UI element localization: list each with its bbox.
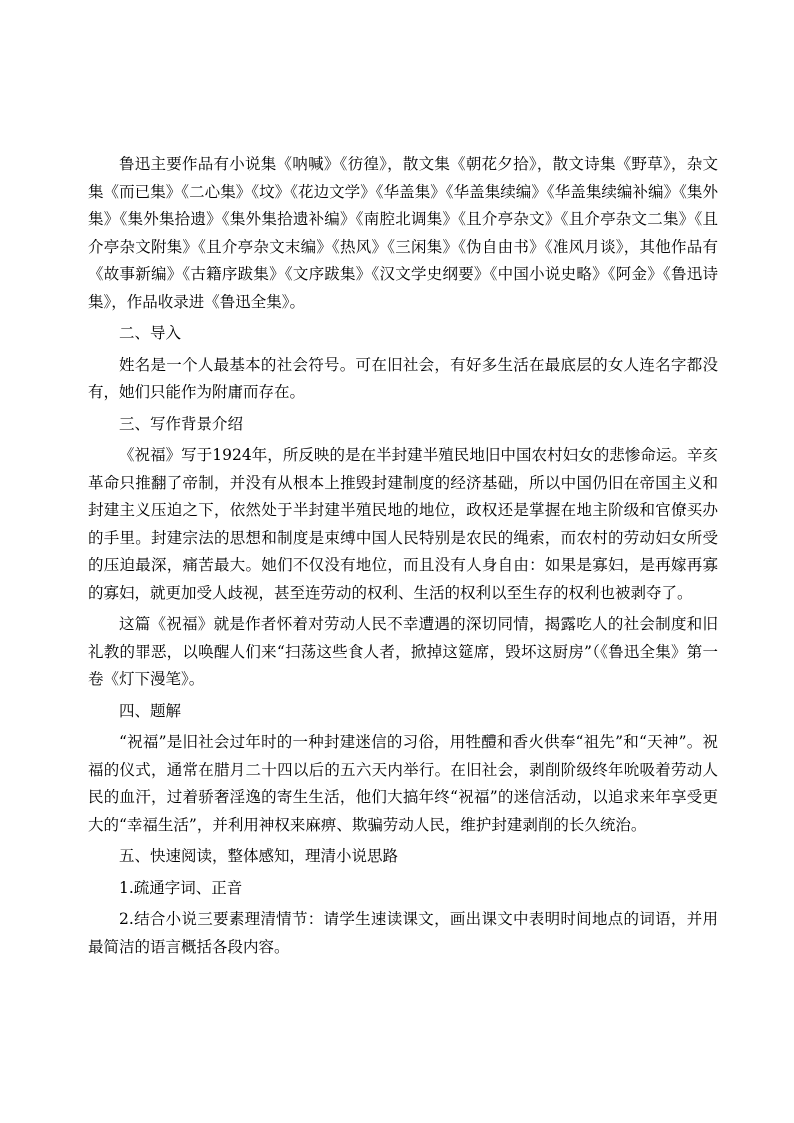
paragraph-introduction: 姓名是一个人最基本的社会符号。可在旧社会，有好多生活在最底层的女人连名字都没有，她们只能作为附庸而存在。 bbox=[88, 355, 718, 401]
heading-title-explanation: 四、题解 bbox=[119, 701, 182, 720]
paragraph-title-explanation: “祝福”是旧社会过年时的一种封建迷信的习俗，用牲醴和香火供奉“祖先”和“天神”。祝福的仪式，通常在腊月二十四以后的五六天内举行。在旧社会，剥削阶级终年吮吸着劳动人民的血汗，过着骄奢淫逸的寄生生活，他们大搞年终“祝福”的迷信活动，以追求来年享受更大的“幸福生活”，并利用神权来麻痹、欺骗劳动人民，维护封建剥削的长久统治。 bbox=[88, 733, 718, 834]
list-item-vocabulary: 1.疏通字词、正音 bbox=[119, 878, 243, 897]
list-item-plot: 2.结合小说三要素理清情节：请学生速读课文，画出课文中表明时间地点的词语，并用最简洁的语言概括各段内容。 bbox=[88, 910, 718, 956]
paragraph-purpose: 这篇《祝福》就是作者怀着对劳动人民不幸遭遇的深切同情，揭露吃人的社会制度和旧礼教的罪恶，以唤醒人们来“扫荡这些食人者，掀掉这筵席，毁坏这厨房”（《鲁迅全集》第一卷《灯下漫笔》。 bbox=[88, 615, 718, 688]
heading-quick-reading: 五、快速阅读，整体感知，理清小说思路 bbox=[119, 847, 399, 865]
heading-introduction: 二、导入 bbox=[119, 324, 182, 342]
paragraph-works: 鲁迅主要作品有小说集《呐喊》《彷徨》，散文集《朝花夕拾》，散文诗集《野草》，杂文集《而已集》《二心集》《坟》《花边文学》《华盖集》《华盖集续编》《华盖集续编补编》《集外集》《集外集拾遗》《集外集拾遗补编》《南腔北调集》《且介亭杂文》《且介亭杂文二集》《且介亭杂文附集》《且介亭杂文末编》《热风》《三闲集》《伪自由书》《准风月谈》，其他作品有《故事新编》《古籍序跋集》《文序跋集》《汉文学史纲要》《中国小说史略》《阿金》《鲁迅诗集》，作品收录进《鲁迅全集》。 bbox=[88, 155, 718, 311]
paragraph-background: 《祝福》写于1924年，所反映的是在半封建半殖民地旧中国农村妇女的悲惨命运。辛亥革命只推翻了帝制，并没有从根本上推毁封建制度的经济基础，所以中国仍旧在帝国主义和封建主义压迫之下，依然处于半封建半殖民地的地位，政权还是掌握在地主阶级和官僚买办的手里。封建宗法的思想和制度是束缚中国人民特别是农民的绳索，而农村的劳动妇女所受的压迫最深，痛苦最大。她们不仅没有地位，而且没有人身自由：如果是寡妇，是再嫁再寡的寡妇，就更加受人歧视，甚至连劳动的权利、生活的权利以至生存的权利也被剥夺了。 bbox=[88, 446, 718, 602]
heading-background: 三、写作背景介绍 bbox=[119, 414, 244, 433]
document-body bbox=[88, 151, 718, 965]
